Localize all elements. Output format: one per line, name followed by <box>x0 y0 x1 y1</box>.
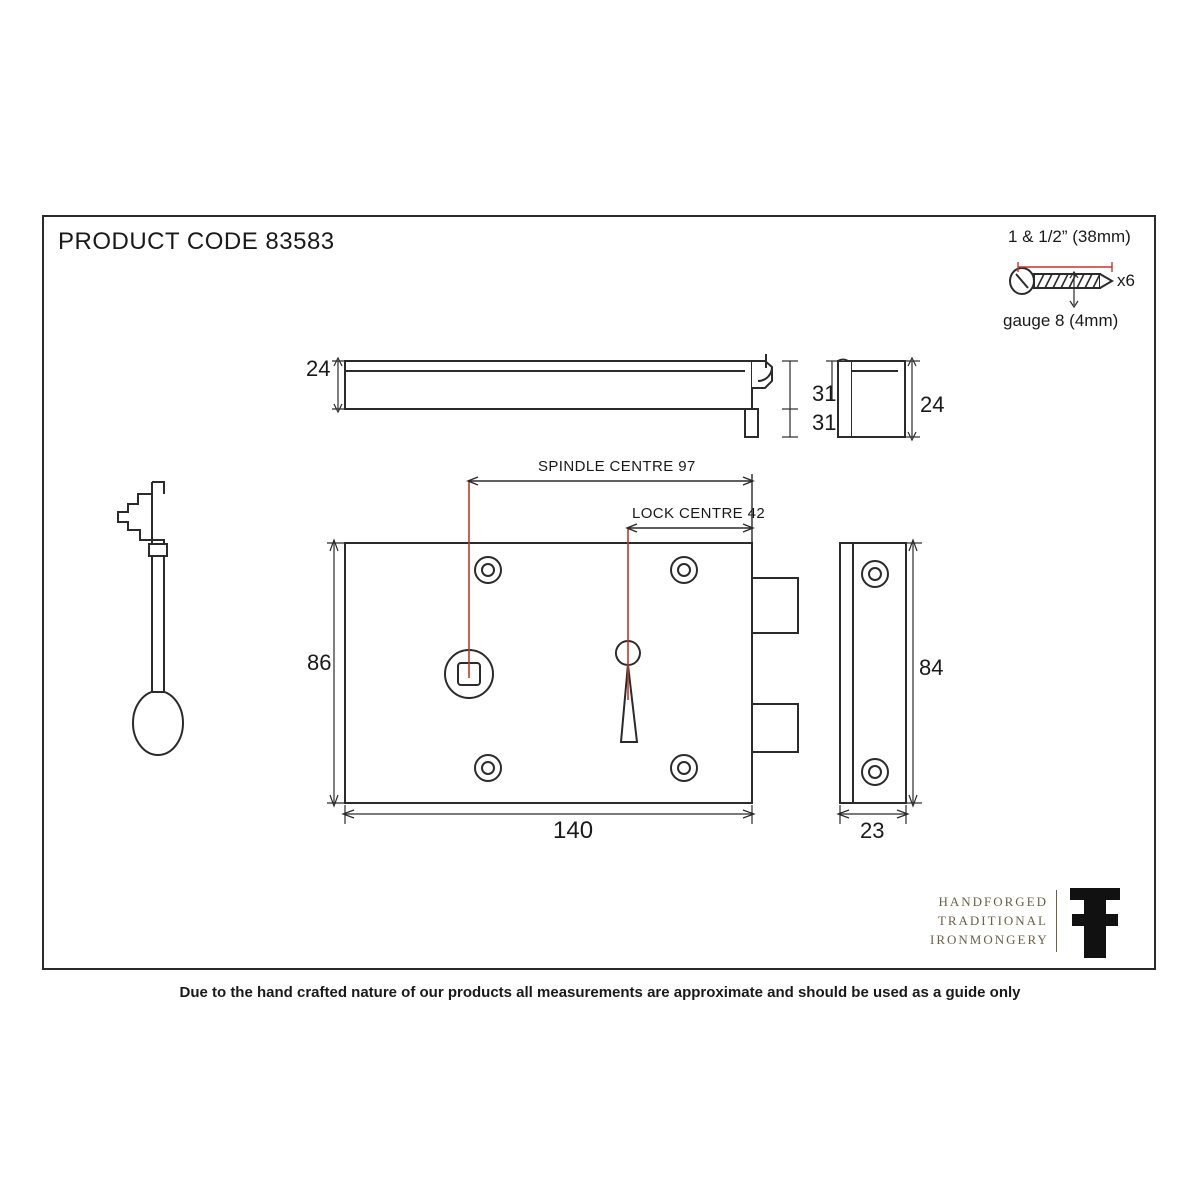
dimension-faceplate-tail-a: 31 <box>812 381 837 406</box>
logo-wordmark <box>930 892 1048 949</box>
keep-front-view <box>838 540 922 824</box>
key-illustration <box>118 482 183 755</box>
logo-divider <box>1056 890 1057 952</box>
spindle-centre-dimension <box>468 474 753 545</box>
screw-gauge-label: gauge 8 (4mm) <box>1003 311 1119 330</box>
lock-centre-dimension <box>627 524 753 532</box>
anvil-a-icon <box>1066 884 1124 962</box>
dimension-keep-height: 84 <box>919 655 944 680</box>
product-code-label: PRODUCT CODE 83583 <box>58 228 335 255</box>
lock-centre-label: LOCK CENTRE 42 <box>632 505 766 522</box>
screw-quantity-label: x6 <box>1117 271 1135 290</box>
disclaimer-text: Due to the hand crafted nature of our products all measurements are approximate and should be used as a guide only <box>179 984 1021 1001</box>
keep-edge-view <box>826 358 920 440</box>
logo-line-1: HANDFORGED <box>938 894 1048 909</box>
dimension-faceplate-width: 24 <box>306 356 331 381</box>
dimension-keep-width: 23 <box>860 818 885 843</box>
lock-body-front-view <box>345 543 798 803</box>
brand-logo <box>930 884 1125 962</box>
dimension-keep-depth: 24 <box>920 392 945 417</box>
logo-line-2: TRADITIONAL <box>937 913 1048 928</box>
body-width-dimension <box>343 805 754 824</box>
faceplate-edge-view <box>332 354 798 437</box>
dimension-body-height: 86 <box>307 650 332 675</box>
spindle-centre-label: SPINDLE CENTRE 97 <box>538 458 696 475</box>
screw-illustration <box>1010 262 1112 307</box>
screw-length-label: 1 & 1/2” (38mm) <box>1008 227 1131 246</box>
dimension-faceplate-tail-b: 31 <box>812 410 837 435</box>
logo-line-3: IRONMONGERY <box>930 932 1049 947</box>
dimension-body-width: 140 <box>553 817 594 844</box>
